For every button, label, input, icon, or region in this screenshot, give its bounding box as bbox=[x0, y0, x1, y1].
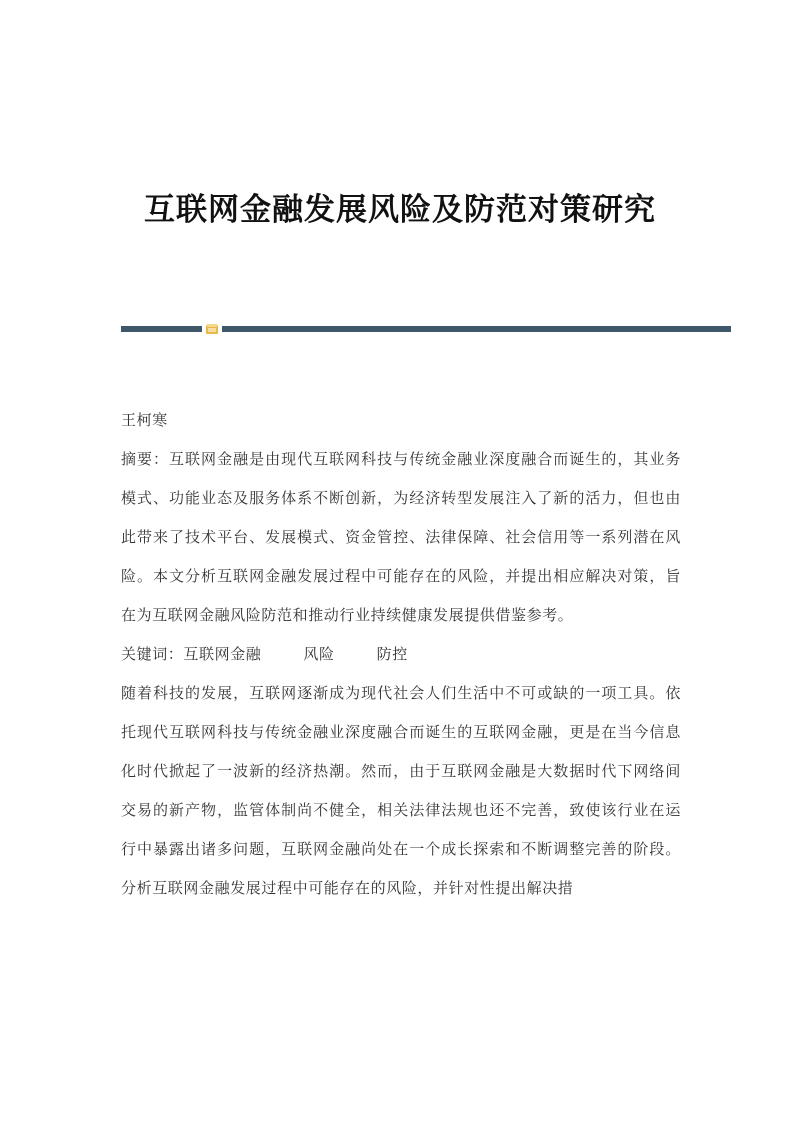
author-name: 王柯寒 bbox=[121, 411, 168, 429]
divider-bar-left bbox=[121, 326, 202, 332]
keywords-line bbox=[121, 635, 681, 674]
keyword-item: 防控 bbox=[376, 645, 408, 663]
body-paragraph: 随着科技的发展，互联网逐渐成为现代社会人们生活中不可或缺的一项工具。依托现代互联网科技与传统金融业深度融合而诞生的互联网金融，更是在当今信息化时代掀起了一波新的经济热潮。然而，由于互联网金融是大数据时代下网络间交易的新产物，监管体制尚不健全，相关法律法规也还不完善，致使该行业在运行中暴露出诸多问题，互联网金融尚处在一个成长探索和不断调整完善的阶段。分析互联网金融发展过程中可能存在的风险，并针对性提出解决措 bbox=[121, 684, 681, 897]
title-divider bbox=[121, 325, 731, 333]
keyword-item: 风险 bbox=[303, 645, 335, 663]
keyword-item: 互联网金融 bbox=[183, 645, 262, 663]
book-icon bbox=[205, 323, 219, 335]
document-content bbox=[121, 401, 681, 908]
keywords-label: 关键词： bbox=[121, 645, 184, 663]
divider-bar-right bbox=[222, 326, 731, 332]
document-title: 互联网金融发展风险及防范对策研究 bbox=[144, 192, 656, 228]
abstract-paragraph: 摘要：互联网金融是由现代互联网科技与传统金融业深度融合而诞生的，其业务模式、功能业态及服务体系不断创新，为经济转型发展注入了新的活力，但也由此带来了技术平台、发展模式、资金管控、法律保障、社会信用等一系列潜在风险。本文分析互联网金融发展过程中可能存在的风险，并提出相应解决对策，旨在为互联网金融风险防范和推动行业持续健康发展提供借鉴参考。 bbox=[121, 450, 681, 624]
